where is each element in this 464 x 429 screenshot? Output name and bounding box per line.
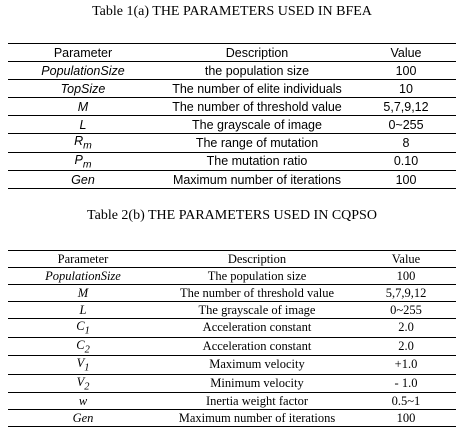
value-cell: 5,7,9,12 — [385, 285, 427, 300]
parameter-subscript: m — [82, 159, 92, 170]
table2-header-parameter: Parameter — [57, 251, 109, 266]
description-cell: The population size — [207, 268, 307, 283]
parameter-subscript: 2 — [84, 344, 90, 355]
value-cell: 100 — [396, 268, 416, 283]
table-row — [8, 285, 456, 302]
table2-header-description: Description — [227, 251, 287, 266]
value-cell: 8 — [402, 135, 410, 150]
description-cell: Maximum number of iterations — [172, 172, 342, 187]
value-cell: - 1.0 — [394, 375, 418, 390]
parameter-cell — [8, 171, 158, 189]
table2-header-value: Value — [391, 251, 421, 266]
description-cell: Maximum velocity — [209, 357, 305, 372]
table-row — [8, 337, 456, 356]
table-row — [8, 319, 456, 338]
table-row — [8, 393, 456, 410]
parameter-cell — [8, 134, 158, 153]
table2-caption: Table 2(b) THE PARAMETERS USED IN CQPSO — [87, 208, 377, 223]
value-cell: 10 — [399, 81, 413, 96]
value-cell: 2.0 — [398, 338, 414, 353]
parameter-symbol: R — [74, 134, 84, 148]
table2-header-row — [8, 251, 456, 268]
table-row — [8, 98, 456, 116]
value-cell: 0~255 — [388, 117, 424, 132]
value-cell: 100 — [395, 63, 417, 78]
parameter-subscript: 1 — [84, 362, 90, 374]
parameter-cell — [8, 302, 158, 319]
table-row — [8, 134, 456, 153]
table-row — [8, 410, 456, 427]
table1-body — [8, 62, 456, 189]
bfea-parameters-table — [8, 43, 456, 189]
value-cell: 5,7,9,12 — [383, 99, 429, 114]
parameter-symbol: P — [74, 152, 83, 167]
parameter-symbol: C — [76, 319, 85, 333]
parameter-symbol: L — [79, 302, 87, 317]
table-row — [8, 62, 456, 80]
description-cell: Maximum number of iterations — [178, 410, 336, 425]
value-cell: +1.0 — [394, 357, 418, 372]
value-cell: 0.5~1 — [391, 393, 421, 408]
parameter-symbol: C — [76, 337, 85, 352]
parameter-subscript: 2 — [84, 381, 90, 392]
parameter-symbol: L — [79, 117, 87, 132]
parameter-cell — [8, 98, 158, 116]
parameter-cell — [8, 410, 158, 427]
description-cell: Minimum velocity — [210, 375, 304, 390]
value-cell: 2.0 — [398, 320, 414, 335]
parameter-cell — [8, 152, 158, 171]
description-cell: The grayscale of image — [198, 302, 316, 317]
cqpso-parameters-table — [8, 250, 456, 427]
parameter-symbol: V — [76, 374, 85, 389]
parameter-subscript: m — [83, 140, 92, 152]
parameter-cell — [8, 80, 158, 98]
parameter-cell — [8, 393, 158, 410]
description-cell: The number of elite individuals — [172, 81, 342, 96]
parameter-symbol: PopulationSize — [41, 63, 125, 78]
table-row — [8, 116, 456, 134]
parameter-cell — [8, 285, 158, 302]
table2-body — [8, 268, 456, 427]
table1-header-parameter: Parameter — [53, 45, 113, 60]
parameter-cell — [8, 356, 158, 375]
parameter-subscript: 1 — [84, 325, 90, 337]
table-row — [8, 374, 456, 393]
parameter-symbol: Gen — [72, 410, 94, 425]
description-cell: The mutation ratio — [206, 154, 308, 169]
parameter-symbol: TopSize — [60, 81, 106, 96]
value-cell: 0.10 — [393, 154, 419, 169]
value-cell: 0~255 — [390, 302, 422, 317]
parameter-symbol: PopulationSize — [45, 268, 121, 283]
parameter-cell — [8, 337, 158, 356]
parameter-symbol: M — [77, 285, 89, 300]
table-row — [8, 268, 456, 285]
table-row — [8, 80, 456, 98]
table1-header-row — [8, 44, 456, 62]
description-cell: The number of threshold value — [179, 285, 335, 300]
value-cell: 100 — [396, 410, 416, 425]
table-row — [8, 302, 456, 319]
parameter-cell — [8, 319, 158, 338]
parameter-symbol: M — [77, 99, 89, 114]
description-cell: Inertia weight factor — [205, 393, 309, 408]
table1-header-description: Description — [225, 45, 289, 60]
parameter-cell — [8, 268, 158, 285]
description-cell: Acceleration constant — [202, 320, 312, 335]
description-cell: Acceleration constant — [202, 338, 312, 353]
table-row — [8, 152, 456, 171]
parameter-cell — [8, 62, 158, 80]
table-row — [8, 171, 456, 189]
value-cell: 100 — [395, 172, 417, 187]
parameter-cell — [8, 116, 158, 134]
description-cell: The range of mutation — [195, 135, 319, 150]
description-cell: the population size — [204, 63, 310, 78]
table1-caption: Table 1(a) THE PARAMETERS USED IN BFEA — [92, 4, 372, 19]
description-cell: The number of threshold value — [172, 99, 342, 114]
parameter-symbol: V — [76, 356, 85, 370]
table-row — [8, 356, 456, 375]
description-cell: The grayscale of image — [192, 117, 322, 132]
parameter-cell — [8, 374, 158, 393]
parameter-symbol: w — [78, 393, 88, 408]
table1-header-value: Value — [390, 45, 422, 60]
parameter-symbol: Gen — [71, 172, 95, 187]
